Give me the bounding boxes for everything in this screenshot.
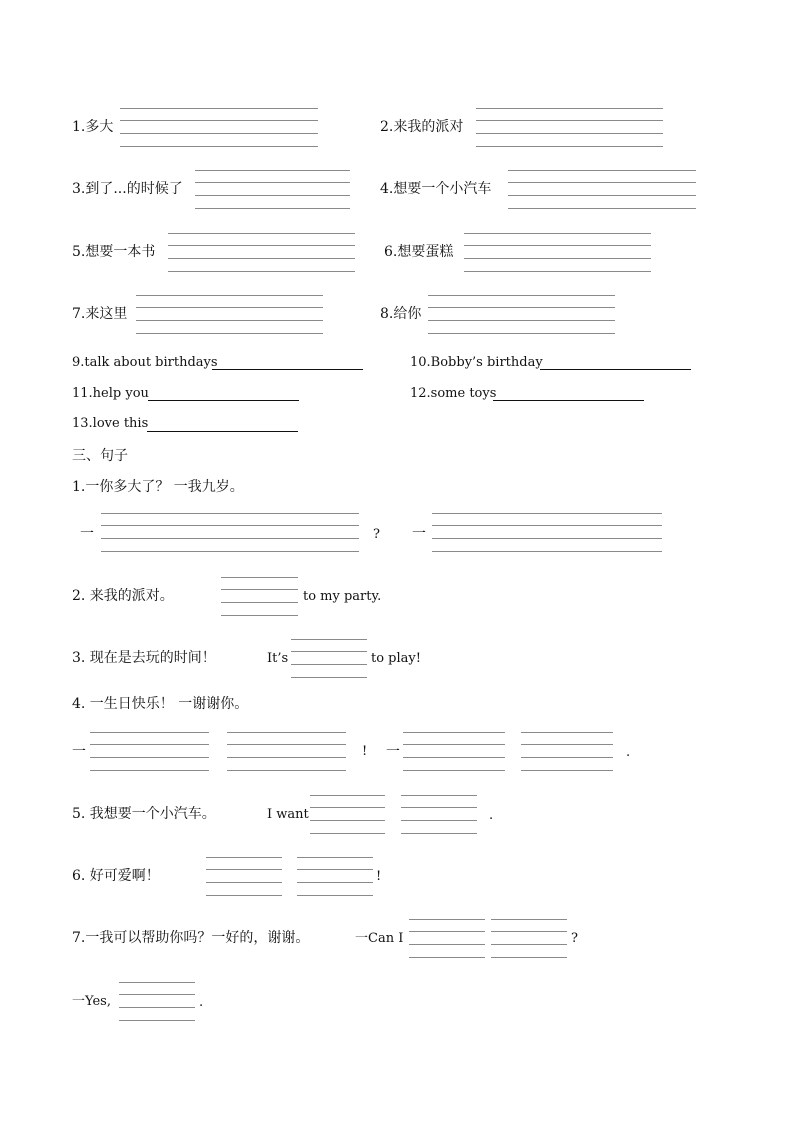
question-2-prompt: 2. 来我的派对。 (72, 588, 174, 604)
dash-mark: 一 (412, 526, 426, 542)
four-line-writing-area[interactable] (297, 857, 373, 897)
vocab-label-10: 10.Bobby’s birthday (410, 355, 543, 370)
period-mark: . (199, 995, 204, 1010)
four-line-writing-area[interactable] (310, 795, 385, 835)
four-line-writing-area[interactable] (428, 295, 615, 335)
sentence-text: to play! (371, 651, 421, 666)
question-1-prompt: 1.一你多大了？ 一我九岁。 (72, 479, 244, 495)
four-line-writing-area[interactable] (403, 732, 505, 772)
four-line-writing-area[interactable] (206, 857, 282, 897)
sentence-text: It’s (267, 651, 289, 666)
four-line-writing-area[interactable] (291, 639, 367, 679)
four-line-writing-area[interactable] (227, 732, 346, 772)
exclamation-mark: ! (376, 869, 382, 884)
answer-underline[interactable] (493, 400, 644, 401)
four-line-writing-area[interactable] (432, 513, 662, 553)
vocab-label-4: 4.想要一个小汽车 (380, 181, 492, 197)
four-line-writing-area[interactable] (521, 732, 613, 772)
vocab-label-6: 6.想要蛋糕 (384, 244, 454, 260)
vocab-label-3: 3.到了...的时候了 (72, 181, 183, 197)
dash-mark: 一 (72, 744, 86, 760)
answer-underline[interactable] (148, 400, 299, 401)
question-4-prompt: 4. 一生日快乐！ 一谢谢你。 (72, 696, 249, 712)
answer-underline[interactable] (212, 369, 363, 370)
four-line-writing-area[interactable] (491, 919, 567, 959)
vocab-label-7: 7.来这里 (72, 306, 128, 322)
four-line-writing-area[interactable] (221, 577, 298, 617)
vocab-label-13: 13.love this (72, 416, 149, 431)
four-line-writing-area[interactable] (464, 233, 651, 273)
answer-underline[interactable] (147, 431, 298, 432)
four-line-writing-area[interactable] (195, 170, 350, 210)
answer-underline[interactable] (540, 369, 691, 370)
four-line-writing-area[interactable] (136, 295, 323, 335)
four-line-writing-area[interactable] (409, 919, 485, 959)
vocab-label-12: 12.some toys (410, 386, 497, 401)
exclamation-mark: ! (362, 744, 368, 759)
four-line-writing-area[interactable] (119, 982, 195, 1022)
question-6-prompt: 6. 好可爱啊！ (72, 868, 160, 884)
sentence-text: to my party. (303, 589, 382, 604)
sentence-text: 一Can I (355, 931, 404, 946)
vocab-label-11: 11.help you (72, 386, 149, 401)
four-line-writing-area[interactable] (120, 108, 318, 148)
four-line-writing-area[interactable] (508, 170, 696, 210)
four-line-writing-area[interactable] (90, 732, 209, 772)
vocab-label-2: 2.来我的派对 (380, 119, 464, 135)
four-line-writing-area[interactable] (168, 233, 355, 273)
section-heading: 三、句子 (72, 448, 128, 464)
question-7-prompt: 7.一我可以帮助你吗？一好的，谢谢。 (72, 930, 310, 946)
vocab-label-9: 9.talk about birthdays (72, 355, 218, 370)
question-mark: ? (571, 931, 578, 946)
vocab-label-5: 5.想要一本书 (72, 244, 156, 260)
sentence-text: I want (267, 807, 309, 822)
period-mark: . (626, 745, 631, 760)
question-3-prompt: 3. 现在是去玩的时间！ (72, 650, 216, 666)
question-mark: ? (373, 527, 380, 542)
four-line-writing-area[interactable] (476, 108, 663, 148)
dash-mark: 一 (80, 526, 94, 542)
vocab-label-1: 1.多大 (72, 119, 114, 135)
sentence-text: 一Yes, (72, 994, 111, 1009)
dash-mark: 一 (386, 744, 400, 760)
period-mark: . (489, 808, 494, 823)
vocab-label-8: 8.给你 (380, 306, 422, 322)
question-5-prompt: 5. 我想要一个小汽车。 (72, 806, 216, 822)
four-line-writing-area[interactable] (401, 795, 477, 835)
four-line-writing-area[interactable] (101, 513, 359, 553)
